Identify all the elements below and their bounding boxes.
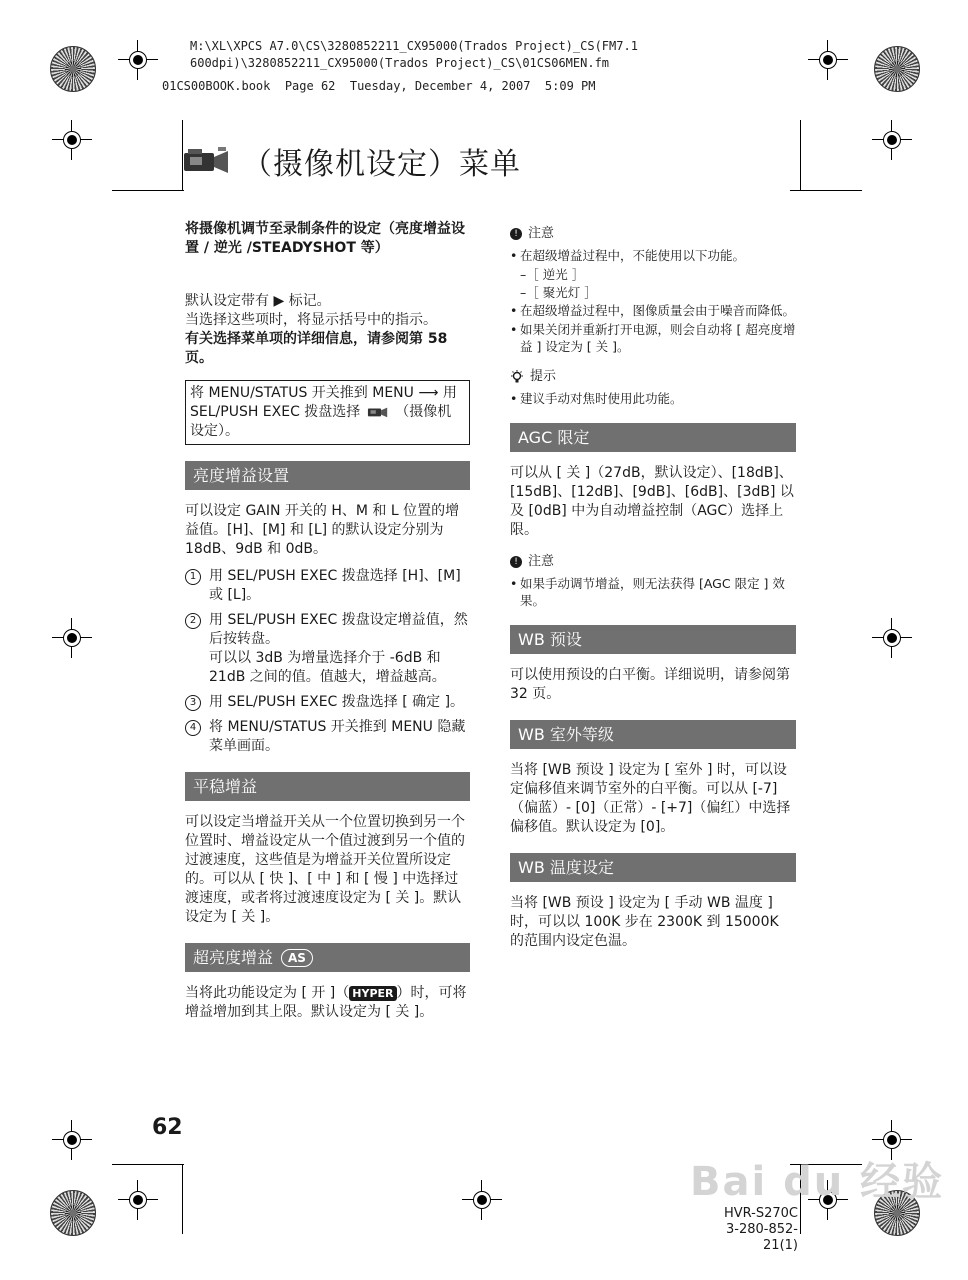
registration-mark-icon <box>872 120 912 160</box>
model-name: HVR-S270C <box>723 1206 798 1221</box>
tip-bullet: • 建议手动对焦时使用此功能。 <box>510 391 683 406</box>
paren-indicator-note: 当选择这些项时，将显示括号中的指示。 <box>185 312 437 328</box>
wb-preset-description: 可以使用预设的白平衡。详细说明，请参阅第 32 页。 <box>510 667 790 702</box>
section-header-hyper-gain <box>185 943 470 972</box>
step-text: 用 SEL/PUSH EXEC 拨盘选择 [H]、[M] 或 [L]。 <box>209 568 461 603</box>
smooth-gain-description: 可以设定当增益开关从一个位置切换到另一个位置时、增益设定从一个值过渡到另一个值的过渡速度，这些值是为增益开关位置所设定的。可以从 [ 快 ]、[ 中 ] 和 [ 慢 ] 中选择过渡速度，或者将过渡速度设定为 [ 关 ]。默认设定为 [ 关 ]。 <box>185 814 465 925</box>
note-warning-icon: ! <box>510 228 522 240</box>
registration-mark-icon <box>52 1120 92 1160</box>
note-label: 注意 <box>528 226 555 241</box>
hyper-gain-description <box>185 984 470 1022</box>
note-bullet: • 如果关闭并重新打开电源，则会自动将 [ 超亮度增益 ] 设定为 [ 关 ]。 <box>510 322 796 354</box>
crop-mark <box>790 190 862 191</box>
registration-mark-icon <box>872 618 912 658</box>
gain-setting-description: 可以设定 GAIN 开关的 H、M 和 L 位置的增益值。[H]、[M] 和 [L] 的默认设定分别为 18dB、9dB 和 0dB。 <box>185 503 460 557</box>
left-column <box>185 220 470 1034</box>
section-header-wb-temp <box>510 853 796 882</box>
menu-detail-reference: 有关选择菜单项的详细信息，请参阅第 58 页。 <box>185 331 448 366</box>
section-header-agc-limit <box>510 423 796 452</box>
wb-outdoor-description: 当将 [WB 预设 ] 设定为 [ 室外 ] 时，可以设定偏移值来调节室外的白平衡。可以从 [-7]（偏蓝）- [0]（正常）- [+7]（偏红）中选择偏移值。默认设定为 [0]。 <box>510 762 791 835</box>
note-heading <box>510 552 796 571</box>
right-column <box>510 220 796 963</box>
section-title: 超亮度增益 <box>193 948 274 967</box>
note-warning-icon: ! <box>510 556 522 568</box>
step-text: 用 SEL/PUSH EXEC 拨盘设定增益值，然后按转盘。 <box>209 612 468 647</box>
registration-mark-icon <box>118 40 158 80</box>
agc-limit-description: 可以从 [ 关 ]（27dB，默认设定）、[18dB]、[15dB]、[12dB]、[9dB]、[6dB]、[3dB] 以及 [0dB] 中为自动增益控制（AGC）选择上限。 <box>510 465 794 538</box>
step-subtext: 可以以 3dB 为增量选择介于 -6dB 和 21dB 之间的值。值越大，增益越高。 <box>209 650 446 685</box>
note-bullet: • 如果手动调节增益，则无法获得 [AGC 限定 ] 效果。 <box>510 576 785 608</box>
step-number: 2 <box>185 613 201 629</box>
file-path <box>190 38 638 72</box>
tip-lightbulb-icon <box>510 370 524 384</box>
page-number: 62 <box>152 1115 183 1140</box>
crop-mark <box>112 190 184 191</box>
note-bullet: • 在超级增益过程中，不能使用以下功能。 <box>510 248 746 263</box>
wb-temp-description: 当将 [WB 预设 ] 设定为 [ 手动 WB 温度 ] 时，可以以 100K 步在 2300K 到 15000K 的范围内设定色温。 <box>510 895 779 949</box>
note-dash-item: –［ 聚光灯 ］ <box>520 285 597 300</box>
color-target-icon <box>50 1190 96 1236</box>
part-number: 3-280-852-21(1) <box>726 1222 798 1253</box>
operation-box-text-a: 将 MENU/STATUS 开关推到 MENU ⟶ 用 SEL/PUSH EXEC 拨盘选择 <box>190 385 457 420</box>
registration-mark-icon <box>52 120 92 160</box>
crop-mark <box>800 120 801 190</box>
registration-mark-icon <box>462 1180 502 1220</box>
note-heading <box>510 224 796 243</box>
step-item <box>185 693 470 712</box>
step-item <box>185 611 470 687</box>
page-title-row <box>182 136 521 186</box>
step-number: 3 <box>185 695 201 711</box>
camera-settings-icon <box>182 145 232 177</box>
tip-label: 提示 <box>530 369 557 384</box>
intro-heading: 将摄像机调节至录制条件的设定（亮度增益设置 / 逆光 /STEADYSHOT 等） <box>185 221 465 256</box>
file-path-line1: M:\XL\XPCS A7.0\CS\3280852211_CX95000(Trados Project)_CS(FM7.1 <box>190 39 638 53</box>
section-title: 亮度增益设置 <box>193 466 290 485</box>
step-number: 1 <box>185 569 201 585</box>
registration-mark-icon <box>118 1180 158 1220</box>
color-target-icon <box>874 46 920 92</box>
book-info-line: 01CS00BOOK.book Page 62 Tuesday, December 4, 2007 5:09 PM <box>162 79 596 93</box>
step-number: 4 <box>185 720 201 736</box>
step-text: 将 MENU/STATUS 开关推到 MENU 隐藏菜单画面。 <box>209 719 466 754</box>
operation-box-text-b: （摄像机设定）。 <box>190 404 452 439</box>
section-header-gain-setting <box>185 461 470 490</box>
step-item <box>185 567 470 605</box>
note-label: 注意 <box>528 554 555 569</box>
hyper-gain-text-a: 当将此功能设定为 [ 开 ]（ <box>185 985 350 1001</box>
section-title: AGC 限定 <box>518 428 590 447</box>
assign-badge: AS <box>281 949 313 967</box>
section-header-wb-preset <box>510 625 796 654</box>
operation-box <box>185 380 470 445</box>
model-info <box>705 1206 798 1254</box>
section-title: WB 室外等级 <box>518 725 614 744</box>
hyper-badge-icon: HYPER <box>349 986 396 1001</box>
watermark: Bai du 经验 <box>690 1159 945 1205</box>
tip-heading <box>510 367 796 386</box>
section-header-wb-outdoor <box>510 720 796 749</box>
crop-mark <box>112 1164 184 1165</box>
default-setting-note: 默认设定带有 ▶ 标记。 <box>185 293 331 309</box>
note-bullet: • 在超级增益过程中，图像质量会由于噪音而降低。 <box>510 303 796 318</box>
crop-mark <box>182 1164 183 1234</box>
step-text: 用 SEL/PUSH EXEC 拨盘选择 [ 确定 ]。 <box>209 694 465 710</box>
section-title: WB 温度设定 <box>518 858 614 877</box>
step-item <box>185 718 470 756</box>
section-title: WB 预设 <box>518 630 582 649</box>
camera-settings-icon <box>365 405 391 419</box>
page-title: （摄像机设定）菜单 <box>242 147 521 182</box>
section-title: 平稳增益 <box>193 777 258 796</box>
registration-mark-icon <box>52 618 92 658</box>
file-path-line2: 600dpi)\3280852211_CX95000(Trados Project)_CS\01CS06MEN.fm <box>190 56 610 70</box>
section-header-smooth-gain <box>185 772 470 801</box>
note-dash-item: –［ 逆光 ］ <box>520 267 585 282</box>
color-target-icon <box>50 46 96 92</box>
hyper-gain-text-b: ）时，可将增益增加到其上限。默认设定为 [ 关 ]。 <box>185 985 467 1020</box>
registration-mark-icon <box>808 40 848 80</box>
